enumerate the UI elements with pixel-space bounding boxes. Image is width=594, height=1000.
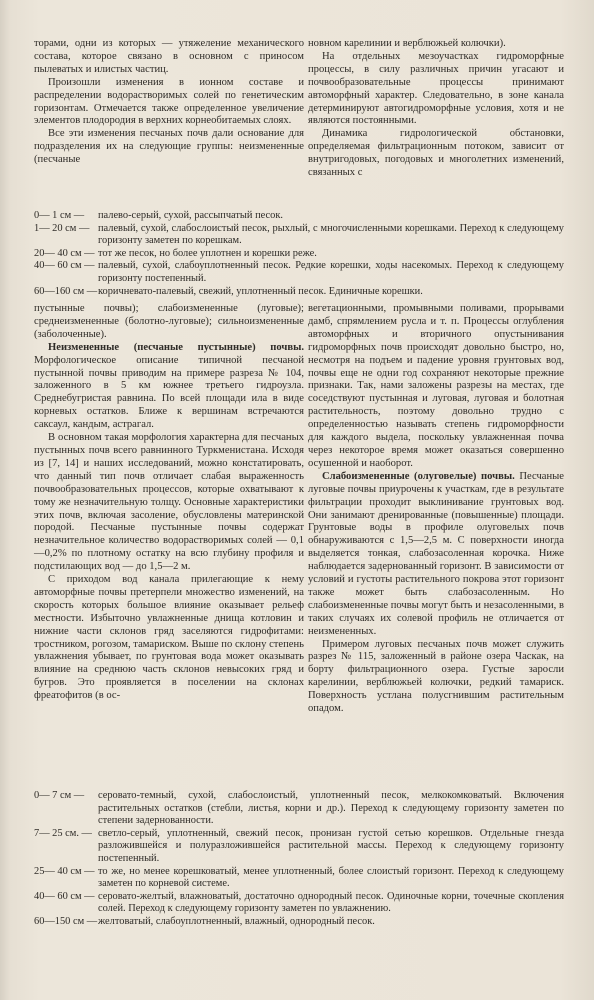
horizon-depth: 40— 60 см — xyxy=(34,890,95,902)
paragraph xyxy=(308,51,564,128)
horizon-row xyxy=(34,286,564,299)
horizon-description: желтоватый, слабоуплотненный, влажный, однородный песок. xyxy=(98,915,375,927)
paragraph-text: Примером луговых песчаных почв может служить разрез № 115, заложенный в районе озера Часкак, на борту фильтрационного озера. Густые заросли карелинии, верблюжьей колючки, редкий тамариск. Поверхность устлана полусгнившим растительным опадом. xyxy=(308,638,564,715)
paragraph-text: На отдельных мезоучастках гидроморфные процессы, в силу различных причин угасают и почвообразовательные процессы принимают автоморфный характер. Следовательно, в зоне канала детерминируют автогидроморфные условия, хотя и не являются постоянными. xyxy=(308,50,564,127)
paragraph-text: Произошли изменения в ионном составе и распределении водорастворимых солей по генетическим горизонтам. Отмечается также определенное увеличение элементов плодородия в верхних корнеобитаемых слоях. xyxy=(34,76,304,127)
horizon-depth: 0— 7 см — xyxy=(34,790,85,801)
section-heading: Неизмененные (песчаные пустынные) почвы. xyxy=(48,341,304,353)
section-heading: Слабоизмененные (олуговелые) почвы. xyxy=(322,470,515,482)
paragraph-text: торами, одни из которых — утяжеление механического состава, которое связано в основном с приносом пылеватых и илистых частиц. xyxy=(34,38,304,75)
horizon-description: коричневато-палевый, свежий, уплотненный песок. Единичные корешки. xyxy=(98,285,423,297)
horizon-description: то же, но менее корешковатый, менее уплотненный, более слоистый горизонт. Переход к следующему заметен по корневой системе. xyxy=(98,865,564,890)
horizon-depth: 1— 20 см — xyxy=(34,222,90,234)
horizon-row xyxy=(34,790,564,828)
horizon-row xyxy=(34,260,564,285)
column-left-middle xyxy=(34,303,304,703)
horizon-depth: 60—160 см — xyxy=(34,285,98,297)
horizon-row xyxy=(34,248,564,261)
horizon-row xyxy=(34,866,564,891)
paragraph-text: новном карелинии и верблюжьей колючки). xyxy=(308,38,506,49)
horizon-description: тот же песок, но более уплотнен и корешки реже. xyxy=(98,247,317,259)
paragraph xyxy=(308,38,564,51)
horizon-depth: 60—150 см — xyxy=(34,915,98,927)
paragraph-text: В основном такая морфология характерна для песчаных пустынных почв всего равнинного Туркменистана. Исходя из [7, 14] и наших исследований, можно констатировать, что данный тип почв отличает слабая выраженность почвообразовательных процессов, которые охватывают к тому же незначительную толщу. Основные характеристики этих почв, включая засоление, обусловлены материнской породой. Песчаные пустынные почвы содержат незначительное количество водорастворимых солей — 0,1—0,2% по плотному остатку на всю глубину профиля и подстилающих вод — до 1,5—2 м. xyxy=(34,432,304,573)
horizon-description: палевый, сухой, слабоуплотненный песок. Редкие корешки, ходы насекомых. Переход к следующему горизонту постепенный. xyxy=(98,260,564,284)
paragraph xyxy=(308,303,564,471)
paragraph-text: Песчаные луговые почвы приурочены к участкам, где в результате фильтрации проходит выклинивание грунтовых вод. Они занимают дренированные (повышенные) площади. Грунтовые воды в профиле олуговелых почв обнаруживаются с 1,5—2,5 м. С поверхности иногда выделяется тонкая, слабозасоленная корочка. Ниже наблюдается задернованный горизонт. В зависимости от условий и густоты растительного покрова этот горизонт также может быть слабозасоленным. Но слабоизмененные почвы могут быть и незасоленными, в таких случаях их солевой профиль не отличается от неизмененных. xyxy=(308,470,565,637)
horizon-description: палево-серый, сухой, рассыпчатый песок. xyxy=(98,210,283,221)
horizon-row xyxy=(34,223,564,248)
horizon-row xyxy=(34,891,564,916)
paragraph-text: Морфологическое описание типичной песчаной пустынной почвы приводим на примере разреза № 104, заложенного в 5 км южнее третьего гидроузла. Среднебугристая равнина. По всей площади ила в виде корневых остатков. Ближе к вершинам встречаются саксаул, кандым, астрагал. xyxy=(34,354,304,431)
horizon-description: серовато-желтый, влажноватый, достаточно однородный песок. Одиночные корни, точечные скопления солей. Переход к следующему горизонту заметен по увлажнению. xyxy=(98,890,564,915)
paragraph-text: пустынные почвы); слабоизмененные (луговые); среднеизмененные (болотно-луговые); сильноизмененные (заболоченные). xyxy=(34,303,304,340)
paragraph xyxy=(34,128,304,167)
column-right-middle xyxy=(308,303,564,716)
horizon-row xyxy=(34,828,564,866)
column-right-top xyxy=(308,38,564,180)
horizon-depth: 0— 1 см — xyxy=(34,210,85,221)
horizon-depth: 7— 25 см. — xyxy=(34,827,92,839)
horizon-description: палевый, сухой, слабослоистый песок, рыхлый, с многочисленными корешками. Переход к следующему горизонту заметен по корешкам. xyxy=(98,222,564,247)
paragraph xyxy=(308,471,564,639)
paragraph-text: С приходом вод канала прилегающие к нему автоморфные почвы претерпели множество изменений, на скорость которых большое влияние оказывает рельеф местности. Избыточно увлажненные днища котловин и нижние части склонов гряд заселяются гидрофитами: тростником, рогозом, тамариском. Выше по склону степень увлажнения убывает, по грунтовая вода может оказывать влияние на среднюю часть склонов невысоких гряд и бугров. Это проявляется в поселении на склонах фреатофитов (в ос- xyxy=(34,574,304,702)
paragraph xyxy=(34,574,304,703)
column-left-top xyxy=(34,38,304,167)
paragraph xyxy=(308,128,564,180)
paragraph xyxy=(34,77,304,129)
paragraph xyxy=(34,432,304,574)
soil-horizons-section-1 xyxy=(34,210,564,298)
horizon-depth: 25— 40 см — xyxy=(34,865,95,877)
horizon-row xyxy=(34,210,564,223)
paragraph xyxy=(308,639,564,716)
paragraph xyxy=(34,38,304,77)
soil-horizons-section-2 xyxy=(34,790,564,929)
horizon-depth: 20— 40 см — xyxy=(34,247,95,259)
paragraph-text: Динамика гидрологической обстановки, определяемая фильтрационным потоком, зависит от внутригодовых, погодовых и многолетних изменений, связанных с xyxy=(308,128,564,179)
paragraph-text: вегетационными, промывными поливами, прорывами дамб, спрямлением русла и т. п. Процессы оглубления автоморфных и вторичного опустынивания гидроморфных почв происходят довольно быстро, но, несмотря на подъем и падение уровня грунтовых вод, почвы еще не одни год сохраняют некоторые прежние признаки. Так, нами заложены разрезы на местах, где соседствуют пустынная и луговая, луговая и болотная растительность, поэтому довольно трудно с определенностью называть степень гидроморфности для каждого выдела, поскольку увлажненная почва через некоторое время может оказаться совершенно осушенной и наоборот. xyxy=(308,303,564,469)
horizon-row xyxy=(34,916,564,929)
paragraph xyxy=(34,342,304,432)
horizon-depth: 40— 60 см — xyxy=(34,260,95,272)
paragraph xyxy=(34,303,304,342)
horizon-description: серовато-темный, сухой, слабослоистый, уплотненный песок, мелкокомковатый. Включения растительных остатков (стебли, листья, корни и др.). Переход к следующему горизонту заметен по степени задернованности. xyxy=(98,790,564,827)
paragraph-text: Все эти изменения песчаных почв дали основание для подразделения их на следующие группы: неизмененные (песчаные xyxy=(34,128,304,166)
horizon-description: светло-серый, уплотненный, свежий песок, пронизан густой сетью корешков. Отдельные гнезда разложившейся и полуразложившейся растительной массы. Переход к следующему горизонту постепенный. xyxy=(98,827,564,864)
